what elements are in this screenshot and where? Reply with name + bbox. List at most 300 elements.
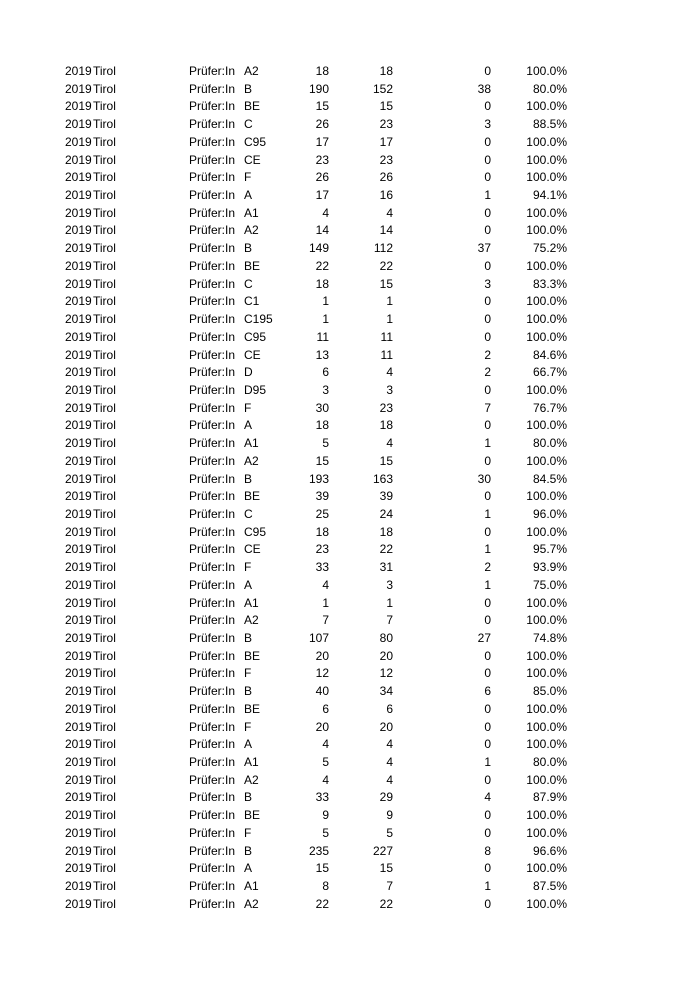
region-cell: Tirol — [93, 684, 116, 699]
table-row — [0, 258, 700, 276]
pass-rate-cell: 94.1% — [532, 188, 567, 203]
year-cell: 2019 — [65, 329, 92, 344]
year-cell: 2019 — [65, 276, 92, 291]
examiner-role-cell: Prüfer:In — [189, 64, 236, 78]
examiner-role-cell: Prüfer:In — [189, 312, 236, 327]
license-class-cell: C — [244, 506, 253, 521]
failed-count-cell: 0 — [484, 99, 491, 114]
table-row — [0, 506, 700, 524]
pass-rate-cell: 88.5% — [532, 117, 567, 132]
license-class-cell: C — [244, 117, 253, 132]
passed-count-cell: 39 — [379, 489, 393, 504]
table-row — [0, 435, 700, 453]
license-class-cell: A1 — [244, 879, 259, 894]
year-cell: 2019 — [65, 400, 92, 415]
year-cell: 2019 — [65, 365, 92, 380]
year-cell: 2019 — [65, 808, 92, 823]
license-class-cell: A2 — [244, 896, 259, 911]
table-row — [0, 807, 700, 825]
total-count-cell: 22 — [315, 896, 329, 911]
table-row — [0, 825, 700, 843]
failed-count-cell: 1 — [484, 542, 491, 557]
passed-count-cell: 4 — [386, 755, 393, 770]
passed-count-cell: 26 — [379, 170, 393, 185]
pass-rate-cell: 87.9% — [532, 790, 567, 805]
license-class-cell: A2 — [244, 453, 259, 468]
passed-count-cell: 15 — [379, 276, 393, 291]
license-class-cell: A — [244, 577, 253, 592]
passed-count-cell: 18 — [379, 524, 393, 539]
license-class-cell: B — [244, 241, 253, 256]
region-cell: Tirol — [93, 312, 116, 327]
license-class-cell: A — [244, 188, 253, 203]
examiner-role-cell: Prüfer:In — [189, 825, 236, 840]
failed-count-cell: 1 — [484, 755, 491, 770]
passed-count-cell: 7 — [386, 879, 393, 894]
license-class-cell: CE — [244, 542, 261, 557]
pass-rate-cell: 100.0% — [526, 666, 567, 681]
region-cell: Tirol — [93, 896, 116, 911]
license-class-cell: A1 — [244, 755, 259, 770]
failed-count-cell: 3 — [484, 276, 491, 291]
total-count-cell: 23 — [315, 152, 329, 167]
total-count-cell: 4 — [322, 577, 329, 592]
license-class-cell: B — [244, 81, 253, 96]
examiner-role-cell: Prüfer:In — [189, 879, 236, 894]
passed-count-cell: 20 — [379, 719, 393, 734]
pass-rate-cell: 100.0% — [526, 294, 567, 309]
year-cell: 2019 — [65, 418, 92, 433]
region-cell: Tirol — [93, 365, 116, 380]
failed-count-cell: 0 — [484, 825, 491, 840]
license-class-cell: F — [244, 825, 252, 840]
year-cell: 2019 — [65, 560, 92, 575]
passed-count-cell: 22 — [379, 542, 393, 557]
table-row — [0, 240, 700, 258]
region-cell: Tirol — [93, 134, 116, 149]
region-cell: Tirol — [93, 737, 116, 752]
table-row — [0, 276, 700, 294]
year-cell: 2019 — [65, 648, 92, 663]
table-row — [0, 205, 700, 223]
license-class-cell: F — [244, 719, 252, 734]
license-class-cell: D95 — [244, 382, 267, 397]
total-count-cell: 4 — [322, 205, 329, 220]
failed-count-cell: 0 — [484, 223, 491, 238]
failed-count-cell: 7 — [484, 400, 491, 415]
year-cell: 2019 — [65, 258, 92, 273]
region-cell: Tirol — [93, 489, 116, 504]
year-cell: 2019 — [65, 117, 92, 132]
passed-count-cell: 11 — [380, 347, 393, 362]
year-cell: 2019 — [65, 205, 92, 220]
region-cell: Tirol — [93, 613, 116, 628]
pass-rate-cell: 93.9% — [532, 560, 567, 575]
failed-count-cell: 0 — [484, 312, 491, 327]
year-cell: 2019 — [65, 241, 92, 256]
failed-count-cell: 0 — [484, 613, 491, 628]
examiner-role-cell: Prüfer:In — [189, 188, 236, 203]
failed-count-cell: 4 — [484, 790, 491, 805]
region-cell: Tirol — [93, 436, 116, 451]
passed-count-cell: 15 — [379, 453, 393, 468]
pass-rate-cell: 100.0% — [526, 595, 567, 610]
region-cell: Tirol — [93, 524, 116, 539]
table-row — [0, 453, 700, 471]
license-class-cell: A1 — [244, 205, 259, 220]
table-row — [0, 222, 700, 240]
region-cell: Tirol — [93, 542, 116, 557]
table-row — [0, 311, 700, 329]
region-cell: Tirol — [93, 99, 116, 114]
failed-count-cell: 0 — [484, 489, 491, 504]
license-class-cell: A — [244, 737, 253, 752]
year-cell: 2019 — [65, 595, 92, 610]
examiner-role-cell: Prüfer:In — [189, 861, 236, 876]
passed-count-cell: 163 — [372, 471, 393, 486]
year-cell: 2019 — [65, 312, 92, 327]
passed-count-cell: 12 — [379, 666, 393, 681]
failed-count-cell: 0 — [484, 64, 491, 78]
total-count-cell: 15 — [315, 453, 329, 468]
pass-rate-cell: 100.0% — [526, 861, 567, 876]
year-cell: 2019 — [65, 631, 92, 645]
examiner-role-cell: Prüfer:In — [189, 684, 236, 699]
passed-count-cell: 1 — [386, 294, 393, 309]
license-class-cell: A — [244, 418, 253, 433]
table-row — [0, 488, 700, 506]
examiner-role-cell: Prüfer:In — [189, 595, 236, 610]
total-count-cell: 12 — [315, 666, 329, 681]
pass-rate-cell: 100.0% — [526, 223, 567, 238]
year-cell: 2019 — [65, 347, 92, 362]
failed-count-cell: 3 — [484, 117, 491, 132]
passed-count-cell: 227 — [372, 843, 393, 858]
table-row — [0, 577, 700, 595]
failed-count-cell: 0 — [484, 453, 491, 468]
passed-count-cell: 11 — [380, 329, 393, 344]
examiner-role-cell: Prüfer:In — [189, 400, 236, 415]
total-count-cell: 4 — [322, 772, 329, 787]
year-cell: 2019 — [65, 666, 92, 681]
table-row — [0, 116, 700, 134]
region-cell: Tirol — [93, 755, 116, 770]
failed-count-cell: 0 — [484, 170, 491, 185]
passed-count-cell: 18 — [379, 64, 393, 78]
passed-count-cell: 9 — [386, 808, 393, 823]
examiner-role-cell: Prüfer:In — [189, 453, 236, 468]
year-cell: 2019 — [65, 99, 92, 114]
table-row — [0, 789, 700, 807]
year-cell: 2019 — [65, 64, 92, 78]
total-count-cell: 107 — [308, 631, 329, 645]
examiner-role-cell: Prüfer:In — [189, 648, 236, 663]
region-cell: Tirol — [93, 205, 116, 220]
year-cell: 2019 — [65, 790, 92, 805]
examiner-role-cell: Prüfer:In — [189, 436, 236, 451]
table-row — [0, 648, 700, 666]
total-count-cell: 6 — [322, 365, 329, 380]
failed-count-cell: 0 — [484, 896, 491, 911]
table-row — [0, 630, 700, 648]
region-cell: Tirol — [93, 471, 116, 486]
region-cell: Tirol — [93, 258, 116, 273]
total-count-cell: 30 — [315, 400, 329, 415]
failed-count-cell: 1 — [484, 436, 491, 451]
total-count-cell: 13 — [315, 347, 329, 362]
total-count-cell: 25 — [315, 506, 329, 521]
total-count-cell: 8 — [322, 879, 329, 894]
passed-count-cell: 1 — [386, 312, 393, 327]
region-cell: Tirol — [93, 223, 116, 238]
table-row — [0, 364, 700, 382]
region-cell: Tirol — [93, 648, 116, 663]
year-cell: 2019 — [65, 737, 92, 752]
license-class-cell: BE — [244, 489, 261, 504]
pass-rate-cell: 74.8% — [532, 631, 567, 645]
passed-count-cell: 34 — [379, 684, 393, 699]
examiner-role-cell: Prüfer:In — [189, 701, 236, 716]
table-row — [0, 81, 700, 99]
failed-count-cell: 30 — [477, 471, 491, 486]
failed-count-cell: 0 — [484, 329, 491, 344]
examiner-role-cell: Prüfer:In — [189, 790, 236, 805]
pass-rate-cell: 84.5% — [532, 471, 567, 486]
passed-count-cell: 80 — [379, 631, 393, 645]
total-count-cell: 22 — [315, 258, 329, 273]
examiner-role-cell: Prüfer:In — [189, 365, 236, 380]
region-cell: Tirol — [93, 506, 116, 521]
year-cell: 2019 — [65, 825, 92, 840]
pass-rate-cell: 100.0% — [526, 64, 567, 78]
pass-rate-cell: 100.0% — [526, 648, 567, 663]
failed-count-cell: 0 — [484, 648, 491, 663]
year-cell: 2019 — [65, 613, 92, 628]
passed-count-cell: 4 — [386, 205, 393, 220]
total-count-cell: 23 — [315, 542, 329, 557]
total-count-cell: 33 — [315, 790, 329, 805]
region-cell: Tirol — [93, 577, 116, 592]
license-class-cell: B — [244, 790, 253, 805]
pass-rate-cell: 100.0% — [526, 772, 567, 787]
year-cell: 2019 — [65, 524, 92, 539]
pass-rate-cell: 100.0% — [526, 99, 567, 114]
table-row — [0, 612, 700, 630]
failed-count-cell: 0 — [484, 418, 491, 433]
total-count-cell: 18 — [315, 276, 329, 291]
failed-count-cell: 8 — [484, 843, 491, 858]
failed-count-cell: 0 — [484, 808, 491, 823]
license-class-cell: B — [244, 684, 253, 699]
passed-count-cell: 152 — [372, 81, 393, 96]
examiner-role-cell: Prüfer:In — [189, 772, 236, 787]
total-count-cell: 39 — [315, 489, 329, 504]
total-count-cell: 20 — [315, 719, 329, 734]
passed-count-cell: 23 — [379, 400, 393, 415]
region-cell: Tirol — [93, 666, 116, 681]
passed-count-cell: 5 — [386, 825, 393, 840]
failed-count-cell: 1 — [484, 188, 491, 203]
year-cell: 2019 — [65, 577, 92, 592]
total-count-cell: 26 — [315, 170, 329, 185]
year-cell: 2019 — [65, 453, 92, 468]
passed-count-cell: 4 — [386, 737, 393, 752]
table-row — [0, 843, 700, 861]
failed-count-cell: 0 — [484, 595, 491, 610]
pass-rate-cell: 100.0% — [526, 701, 567, 716]
year-cell: 2019 — [65, 436, 92, 451]
passed-count-cell: 1 — [386, 595, 393, 610]
table-row — [0, 417, 700, 435]
license-class-cell: B — [244, 471, 253, 486]
region-cell: Tirol — [93, 879, 116, 894]
region-cell: Tirol — [93, 790, 116, 805]
year-cell: 2019 — [65, 152, 92, 167]
license-class-cell: A2 — [244, 64, 259, 78]
examiner-role-cell: Prüfer:In — [189, 223, 236, 238]
region-cell: Tirol — [93, 81, 116, 96]
pass-rate-cell: 100.0% — [526, 524, 567, 539]
table-row — [0, 719, 700, 737]
total-count-cell: 15 — [315, 99, 329, 114]
total-count-cell: 1 — [322, 294, 329, 309]
year-cell: 2019 — [65, 81, 92, 96]
year-cell: 2019 — [65, 843, 92, 858]
failed-count-cell: 1 — [484, 506, 491, 521]
license-class-cell: C95 — [244, 329, 267, 344]
license-class-cell: C195 — [244, 312, 273, 327]
examiner-role-cell: Prüfer:In — [189, 506, 236, 521]
table-row — [0, 347, 700, 365]
failed-count-cell: 0 — [484, 294, 491, 309]
total-count-cell: 5 — [322, 755, 329, 770]
table-row — [0, 329, 700, 347]
passed-count-cell: 6 — [386, 701, 393, 716]
passed-count-cell: 22 — [379, 896, 393, 911]
passed-count-cell: 112 — [373, 241, 393, 256]
pass-rate-cell: 85.0% — [532, 684, 567, 699]
pass-rate-cell: 80.0% — [532, 436, 567, 451]
license-class-cell: A2 — [244, 223, 259, 238]
passed-count-cell: 24 — [379, 506, 393, 521]
examiner-role-cell: Prüfer:In — [189, 471, 236, 486]
total-count-cell: 20 — [315, 648, 329, 663]
total-count-cell: 26 — [315, 117, 329, 132]
total-count-cell: 149 — [308, 241, 329, 256]
license-class-cell: BE — [244, 808, 261, 823]
failed-count-cell: 0 — [484, 666, 491, 681]
failed-count-cell: 0 — [484, 772, 491, 787]
year-cell: 2019 — [65, 188, 92, 203]
table-row — [0, 878, 700, 896]
failed-count-cell: 0 — [484, 134, 491, 149]
region-cell: Tirol — [93, 400, 116, 415]
year-cell: 2019 — [65, 506, 92, 521]
examiner-role-cell: Prüfer:In — [189, 489, 236, 504]
year-cell: 2019 — [65, 861, 92, 876]
table-row — [0, 701, 700, 719]
total-count-cell: 5 — [322, 825, 329, 840]
examiner-role-cell: Prüfer:In — [189, 205, 236, 220]
pass-rate-cell: 100.0% — [526, 312, 567, 327]
pass-rate-cell: 100.0% — [526, 453, 567, 468]
passed-count-cell: 16 — [379, 188, 393, 203]
license-class-cell: F — [244, 170, 252, 185]
pass-rate-cell: 83.3% — [532, 276, 567, 291]
total-count-cell: 5 — [322, 436, 329, 451]
failed-count-cell: 2 — [484, 560, 491, 575]
pass-rate-cell: 100.0% — [526, 329, 567, 344]
table-row — [0, 736, 700, 754]
examiner-role-cell: Prüfer:In — [189, 99, 236, 114]
pass-rate-cell: 100.0% — [526, 134, 567, 149]
passed-count-cell: 4 — [386, 365, 393, 380]
failed-count-cell: 0 — [484, 737, 491, 752]
license-class-cell: C1 — [244, 294, 260, 309]
year-cell: 2019 — [65, 134, 92, 149]
total-count-cell: 18 — [315, 64, 329, 78]
pass-rate-cell: 84.6% — [532, 347, 567, 362]
failed-count-cell: 0 — [484, 258, 491, 273]
failed-count-cell: 0 — [484, 152, 491, 167]
region-cell: Tirol — [93, 772, 116, 787]
pass-rate-cell: 100.0% — [526, 152, 567, 167]
pass-rate-cell: 100.0% — [526, 382, 567, 397]
examiner-role-cell: Prüfer:In — [189, 329, 236, 344]
failed-count-cell: 27 — [477, 631, 491, 645]
license-class-cell: B — [244, 631, 253, 645]
passed-count-cell: 23 — [379, 117, 393, 132]
failed-count-cell: 6 — [484, 684, 491, 699]
region-cell: Tirol — [93, 329, 116, 344]
examiner-role-cell: Prüfer:In — [189, 755, 236, 770]
examiner-role-cell: Prüfer:In — [189, 258, 236, 273]
examiner-role-cell: Prüfer:In — [189, 117, 236, 132]
failed-count-cell: 38 — [477, 81, 491, 96]
total-count-cell: 17 — [315, 134, 329, 149]
pass-rate-cell: 75.0% — [532, 577, 567, 592]
table-row — [0, 63, 700, 81]
pass-rate-cell: 100.0% — [526, 205, 567, 220]
passed-count-cell: 4 — [386, 436, 393, 451]
pass-rate-cell: 100.0% — [526, 170, 567, 185]
year-cell: 2019 — [65, 294, 92, 309]
region-cell: Tirol — [93, 382, 116, 397]
failed-count-cell: 0 — [484, 861, 491, 876]
pass-rate-cell: 95.7% — [532, 542, 567, 557]
total-count-cell: 193 — [308, 471, 329, 486]
examiner-role-cell: Prüfer:In — [189, 666, 236, 681]
year-cell: 2019 — [65, 755, 92, 770]
table-row — [0, 293, 700, 311]
passed-count-cell: 17 — [379, 134, 393, 149]
region-cell: Tirol — [93, 117, 116, 132]
year-cell: 2019 — [65, 471, 92, 486]
region-cell: Tirol — [93, 701, 116, 716]
license-class-cell: BE — [244, 701, 261, 716]
year-cell: 2019 — [65, 701, 92, 716]
total-count-cell: 7 — [322, 613, 329, 628]
table-row — [0, 382, 700, 400]
license-class-cell: A1 — [244, 595, 259, 610]
year-cell: 2019 — [65, 489, 92, 504]
region-cell: Tirol — [93, 241, 116, 256]
table-row — [0, 541, 700, 559]
license-class-cell: A1 — [244, 436, 259, 451]
failed-count-cell: 0 — [484, 205, 491, 220]
table-row — [0, 152, 700, 170]
failed-count-cell: 0 — [484, 524, 491, 539]
